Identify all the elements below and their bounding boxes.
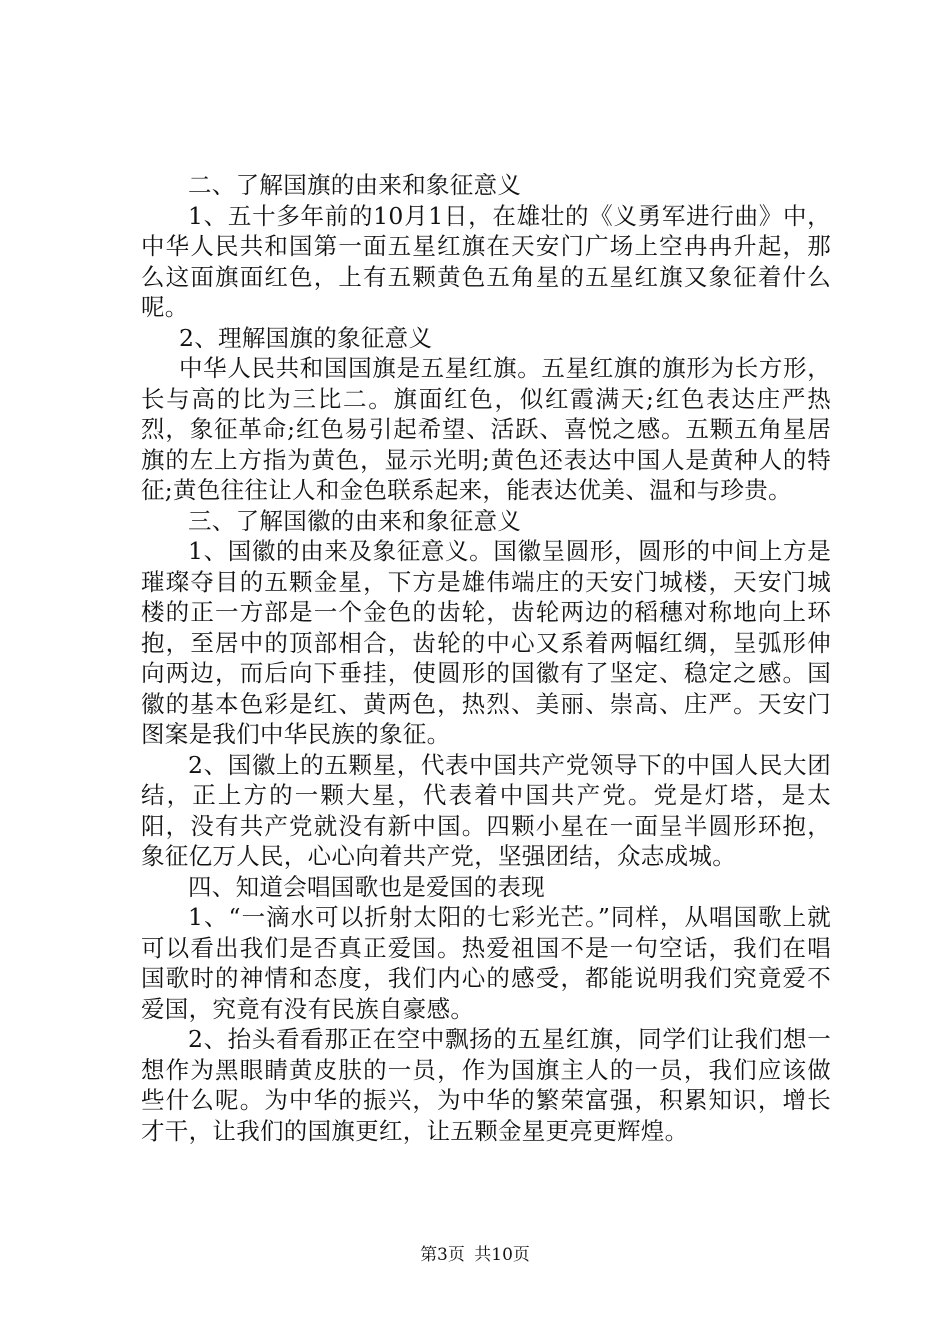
paragraph-flag-aspiration: 2、抬头看看那正在空中飘扬的五星红旗，同学们让我们想一想作为黑眼睛黄皮肤的一员，作为国旗主人的一员，我们应该做些什么呢。为中华的振兴，为中华的繁荣富强，积累知识，增长才干，让我们的国旗更红，让五颗金星更亮更辉煌。: [141, 1025, 831, 1145]
subheading-flag-meaning: 2、理解国旗的象征意义: [179, 323, 433, 352]
paragraph-flag-history: 1、五十多年前的10月1日，在雄壮的《义勇军进行曲》中，中华人民共和国第一面五星红旗在天安门广场上空冉冉升起，那么这面旗面红色，上有五颗黄色五角星的五星红旗又象征着什么呢。: [141, 201, 831, 321]
section-heading-emblem-origin: 三、了解国徽的由来和象征意义: [188, 506, 522, 535]
paragraph-anthem-patriotism: 1、“一滴水可以折射太阳的七彩光芒。”同样，从唱国歌上就可以看出我们是否真正爱国。热爱祖国不是一句空话，我们在唱国歌时的神情和态度，我们内心的感受，都能说明我们究竟爱不爱国，究竟有没有民族自豪感。: [141, 903, 831, 1023]
section-heading-flag-origin: 二、了解国旗的由来和象征意义: [188, 171, 522, 199]
paragraph-emblem-stars: 2、国徽上的五颗星，代表中国共产党领导下的中国人民大团结，正上方的一颗大星，代表着中国共产党。党是灯塔，是太阳，没有共产党就没有新中国。四颗小星在一面呈半圆形环抱，象征亿万人民，心心向着共产党，坚强团结，众志成城。: [141, 750, 831, 870]
paragraph-flag-meaning: 中华人民共和国国旗是五星红旗。五星红旗的旗形为长方形，长与高的比为三比二。旗面红色，似红霞满天;红色表达庄严热烈，象征革命;红色易引起希望、活跃、喜悦之感。五颗五角星居旗的左上方指为黄色，显示光明;黄色还表达中国人是黄种人的特征;黄色往往让人和金色联系起来，能表达优美、温和与珍贵。: [141, 354, 831, 504]
document-body: [141, 170, 831, 1146]
page-total: 共10页: [474, 1245, 530, 1265]
page-number: 第3页: [420, 1245, 465, 1265]
paragraph-emblem-description: 1、国徽的由来及象征意义。国徽呈圆形，圆形的中间上方是璀璨夺目的五颗金星，下方是雄伟端庄的天安门城楼，天安门城楼的正一方部是一个金色的齿轮，齿轮两边的稻穗对称地向上环抱，至居中的顶部相合，齿轮的中心又系着两幅红绸，呈弧形伸向两边，而后向下垂挂，使圆形的国徽有了坚定、稳定之感。国徽的基本色彩是红、黄两色，热烈、美丽、崇高、庄严。天安门图案是我们中华民族的象征。: [141, 537, 831, 748]
page-footer: [0, 1240, 950, 1265]
section-heading-anthem: 四、知道会唱国歌也是爱国的表现: [188, 872, 545, 901]
